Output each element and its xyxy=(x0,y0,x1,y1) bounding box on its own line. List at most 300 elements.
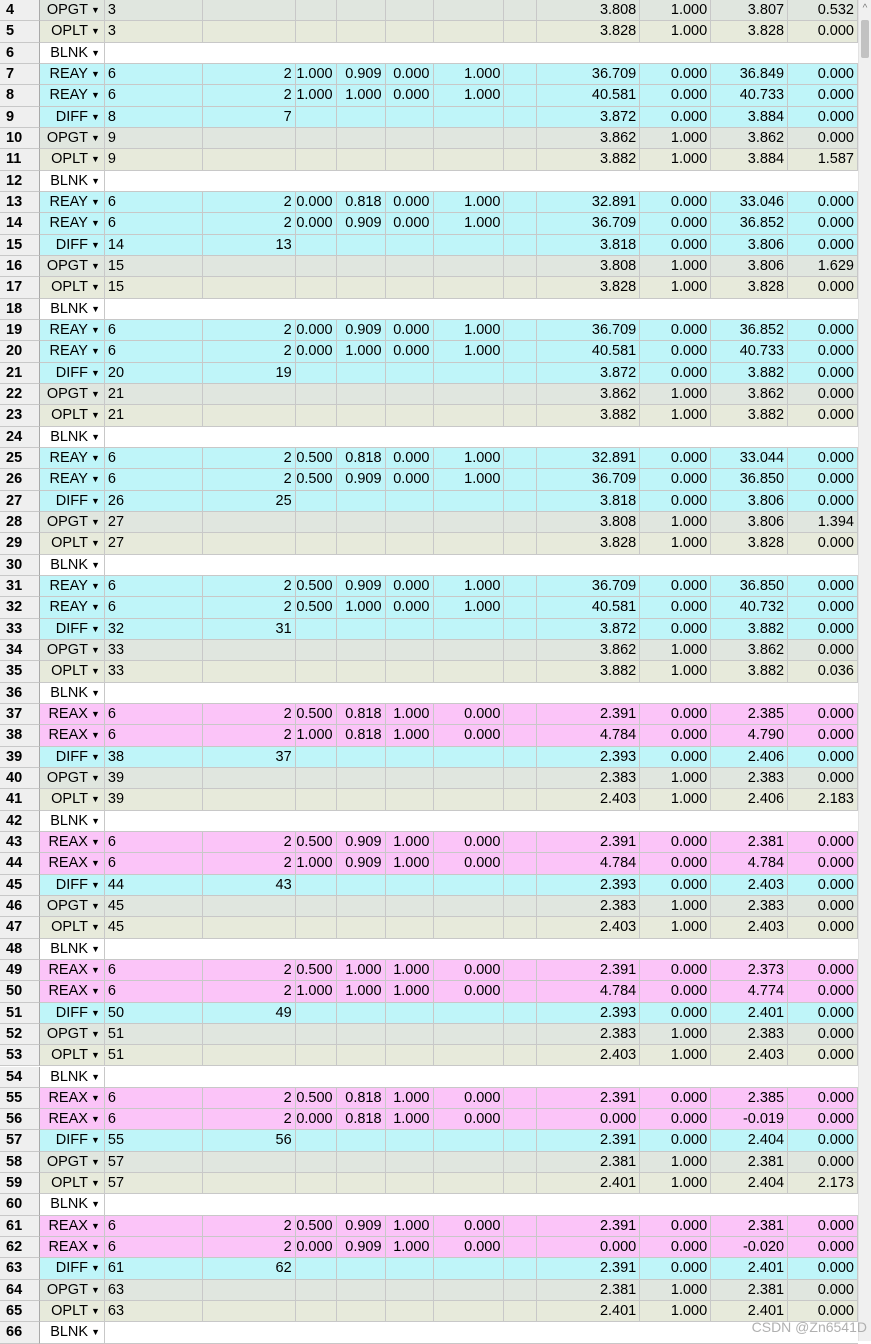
operand-contribution[interactable]: 0.000 xyxy=(788,704,858,725)
operand-param-py[interactable] xyxy=(434,768,505,789)
operand-param-int2[interactable] xyxy=(203,917,296,938)
operand-row[interactable] xyxy=(0,1301,858,1322)
dropdown-arrow-icon[interactable]: ▼ xyxy=(90,964,100,975)
operand-row[interactable] xyxy=(0,981,858,1002)
operand-param-hx[interactable]: 0.500 xyxy=(296,448,337,469)
operand-weight[interactable]: 0.000 xyxy=(640,619,711,640)
operand-target[interactable]: 2.383 xyxy=(537,896,640,917)
operand-contribution[interactable]: 0.000 xyxy=(788,533,858,554)
operand-param-px[interactable]: 0.000 xyxy=(386,192,434,213)
operand-value[interactable]: 33.044 xyxy=(711,448,788,469)
operand-type-select[interactable] xyxy=(40,384,105,405)
operand-row[interactable] xyxy=(0,235,858,256)
operand-weight[interactable]: 0.000 xyxy=(640,341,711,362)
operand-param-hx[interactable] xyxy=(296,619,337,640)
operand-param-int1[interactable]: 8 xyxy=(105,107,203,128)
operand-param-empty[interactable] xyxy=(504,128,537,149)
operand-param-hy[interactable]: 1.000 xyxy=(337,981,386,1002)
operand-value[interactable]: 36.850 xyxy=(711,469,788,490)
operand-param-hx[interactable] xyxy=(296,747,337,768)
operand-weight[interactable]: 0.000 xyxy=(640,725,711,746)
operand-param-py[interactable]: 1.000 xyxy=(434,469,505,490)
operand-weight[interactable]: 0.000 xyxy=(640,1109,711,1130)
operand-param-py[interactable] xyxy=(434,1045,505,1066)
operand-param-hy[interactable] xyxy=(337,1258,386,1279)
dropdown-arrow-icon[interactable]: ▼ xyxy=(90,1050,100,1061)
operand-param-hy[interactable] xyxy=(337,1045,386,1066)
dropdown-arrow-icon[interactable]: ▼ xyxy=(91,1071,100,1082)
operand-param-py[interactable]: 0.000 xyxy=(434,1216,505,1237)
operand-param-empty[interactable] xyxy=(504,1152,537,1173)
operand-param-int1[interactable]: 6 xyxy=(105,1109,203,1130)
operand-value[interactable]: 36.849 xyxy=(711,64,788,85)
operand-param-hx[interactable] xyxy=(296,1173,337,1194)
vertical-scrollbar[interactable] xyxy=(858,0,871,1341)
operand-row[interactable] xyxy=(0,213,858,234)
operand-target[interactable]: 0.000 xyxy=(537,1237,640,1258)
operand-param-int2[interactable] xyxy=(203,661,296,682)
operand-param-empty[interactable] xyxy=(504,491,537,512)
operand-param-int1[interactable]: 38 xyxy=(105,747,203,768)
row-number[interactable]: 11 xyxy=(0,149,40,170)
operand-target[interactable]: 32.891 xyxy=(537,192,640,213)
operand-type-select[interactable] xyxy=(40,853,105,874)
operand-contribution[interactable]: 0.000 xyxy=(788,107,858,128)
operand-param-int1[interactable]: 51 xyxy=(105,1045,203,1066)
dropdown-arrow-icon[interactable]: ▼ xyxy=(91,559,100,570)
operand-contribution[interactable]: 0.000 xyxy=(788,1045,858,1066)
operand-param-px[interactable] xyxy=(386,768,434,789)
operand-value[interactable]: 3.884 xyxy=(711,107,788,128)
operand-param-py[interactable] xyxy=(434,21,505,42)
operand-param-px[interactable] xyxy=(386,789,434,810)
operand-weight[interactable]: 1.000 xyxy=(640,640,711,661)
operand-param-px[interactable]: 0.000 xyxy=(386,469,434,490)
operand-param-empty[interactable] xyxy=(504,981,537,1002)
operand-param-px[interactable] xyxy=(386,1301,434,1322)
operand-contribution[interactable]: 0.000 xyxy=(788,85,858,106)
operand-param-empty[interactable] xyxy=(504,1258,537,1279)
operand-type-select[interactable] xyxy=(40,213,105,234)
operand-type-select[interactable] xyxy=(40,192,105,213)
operand-type-select[interactable] xyxy=(40,491,105,512)
operand-param-hy[interactable]: 1.000 xyxy=(337,960,386,981)
operand-param-int1[interactable]: 3 xyxy=(105,21,203,42)
row-number[interactable]: 34 xyxy=(0,640,40,661)
operand-weight[interactable]: 0.000 xyxy=(640,85,711,106)
operand-param-int2[interactable]: 2 xyxy=(203,85,296,106)
row-number[interactable]: 65 xyxy=(0,1301,40,1322)
operand-param-py[interactable]: 0.000 xyxy=(434,1088,505,1109)
operand-value[interactable]: 2.383 xyxy=(711,768,788,789)
operand-param-int1[interactable]: 50 xyxy=(105,1003,203,1024)
operand-target[interactable]: 3.872 xyxy=(537,619,640,640)
operand-param-int1[interactable]: 6 xyxy=(105,213,203,234)
operand-value[interactable]: 36.850 xyxy=(711,576,788,597)
operand-param-hy[interactable]: 0.818 xyxy=(337,704,386,725)
operand-param-hx[interactable] xyxy=(296,512,337,533)
operand-row[interactable] xyxy=(0,491,858,512)
operand-contribution[interactable]: 0.000 xyxy=(788,1301,858,1322)
operand-param-int1[interactable]: 20 xyxy=(105,363,203,384)
operand-param-px[interactable] xyxy=(386,1152,434,1173)
operand-weight[interactable]: 1.000 xyxy=(640,1024,711,1045)
operand-param-empty[interactable] xyxy=(504,149,537,170)
operand-param-hy[interactable] xyxy=(337,277,386,298)
dropdown-arrow-icon[interactable]: ▼ xyxy=(90,196,100,207)
operand-param-int1[interactable]: 45 xyxy=(105,917,203,938)
operand-target[interactable]: 3.808 xyxy=(537,256,640,277)
operand-param-empty[interactable] xyxy=(504,21,537,42)
operand-type-select[interactable] xyxy=(40,85,105,106)
operand-param-py[interactable]: 1.000 xyxy=(434,320,505,341)
operand-type-select[interactable] xyxy=(40,1045,105,1066)
operand-contribution[interactable]: 0.000 xyxy=(788,384,858,405)
operand-param-int1[interactable]: 6 xyxy=(105,341,203,362)
operand-param-hx[interactable] xyxy=(296,1280,337,1301)
operand-param-py[interactable] xyxy=(434,384,505,405)
operand-param-hx[interactable] xyxy=(296,1301,337,1322)
operand-row[interactable] xyxy=(0,1173,858,1194)
operand-param-px[interactable] xyxy=(386,661,434,682)
operand-type-select[interactable] xyxy=(40,896,105,917)
operand-param-hx[interactable]: 0.500 xyxy=(296,832,337,853)
operand-value[interactable]: 2.381 xyxy=(711,1280,788,1301)
operand-param-hy[interactable] xyxy=(337,1173,386,1194)
operand-param-int1[interactable]: 61 xyxy=(105,1258,203,1279)
operand-row[interactable] xyxy=(0,789,858,810)
operand-target[interactable]: 3.872 xyxy=(537,363,640,384)
operand-type-select[interactable] xyxy=(40,43,105,64)
operand-param-empty[interactable] xyxy=(504,875,537,896)
operand-param-int1[interactable]: 15 xyxy=(105,277,203,298)
operand-type-select[interactable] xyxy=(40,256,105,277)
operand-param-px[interactable] xyxy=(386,128,434,149)
operand-param-hx[interactable]: 0.500 xyxy=(296,704,337,725)
operand-param-int1[interactable]: 6 xyxy=(105,1216,203,1237)
operand-type-select[interactable] xyxy=(40,789,105,810)
operand-param-py[interactable]: 1.000 xyxy=(434,576,505,597)
operand-row[interactable] xyxy=(0,960,858,981)
operand-param-int2[interactable]: 2 xyxy=(203,448,296,469)
operand-param-int2[interactable] xyxy=(203,21,296,42)
operand-row[interactable] xyxy=(0,363,858,384)
row-number[interactable]: 35 xyxy=(0,661,40,682)
operand-value[interactable]: 3.862 xyxy=(711,384,788,405)
operand-row[interactable] xyxy=(0,725,858,746)
dropdown-arrow-icon[interactable]: ▼ xyxy=(90,1306,100,1317)
row-number[interactable]: 23 xyxy=(0,405,40,426)
operand-type-select[interactable] xyxy=(40,1109,105,1130)
operand-param-empty[interactable] xyxy=(504,1301,537,1322)
operand-row[interactable] xyxy=(0,320,858,341)
operand-param-hy[interactable] xyxy=(337,661,386,682)
operand-param-int2[interactable]: 2 xyxy=(203,213,296,234)
operand-weight[interactable]: 1.000 xyxy=(640,384,711,405)
operand-row[interactable] xyxy=(0,1003,858,1024)
operand-param-hy[interactable] xyxy=(337,491,386,512)
dropdown-arrow-icon[interactable]: ▼ xyxy=(90,794,100,805)
operand-param-int2[interactable]: 2 xyxy=(203,1216,296,1237)
operand-param-py[interactable] xyxy=(434,1301,505,1322)
operand-row[interactable] xyxy=(0,939,858,960)
operand-param-px[interactable]: 1.000 xyxy=(386,1109,434,1130)
operand-param-int2[interactable] xyxy=(203,640,296,661)
operand-type-select[interactable] xyxy=(40,533,105,554)
operand-row[interactable] xyxy=(0,256,858,277)
operand-contribution[interactable]: 0.000 xyxy=(788,747,858,768)
operand-param-px[interactable]: 0.000 xyxy=(386,64,434,85)
dropdown-arrow-icon[interactable]: ▼ xyxy=(90,260,100,271)
operand-param-int1[interactable]: 14 xyxy=(105,235,203,256)
operand-row[interactable] xyxy=(0,1216,858,1237)
operand-param-empty[interactable] xyxy=(504,597,537,618)
operand-param-hy[interactable]: 0.818 xyxy=(337,192,386,213)
operand-param-py[interactable] xyxy=(434,1173,505,1194)
row-number[interactable]: 37 xyxy=(0,704,40,725)
operand-param-int2[interactable] xyxy=(203,533,296,554)
operand-param-hx[interactable] xyxy=(296,1130,337,1151)
operand-param-hx[interactable] xyxy=(296,128,337,149)
operand-param-px[interactable]: 1.000 xyxy=(386,1088,434,1109)
operand-param-int1[interactable]: 9 xyxy=(105,128,203,149)
operand-type-select[interactable] xyxy=(40,917,105,938)
operand-param-int1[interactable]: 15 xyxy=(105,256,203,277)
operand-type-select[interactable] xyxy=(40,939,105,960)
operand-contribution[interactable]: 0.000 xyxy=(788,363,858,384)
operand-target[interactable]: 40.581 xyxy=(537,341,640,362)
operand-target[interactable]: 32.891 xyxy=(537,448,640,469)
operand-weight[interactable]: 0.000 xyxy=(640,469,711,490)
dropdown-arrow-icon[interactable]: ▼ xyxy=(90,1135,100,1146)
operand-param-px[interactable] xyxy=(386,747,434,768)
row-number[interactable]: 9 xyxy=(0,107,40,128)
operand-contribution[interactable]: 0.000 xyxy=(788,277,858,298)
dropdown-arrow-icon[interactable]: ▼ xyxy=(90,772,100,783)
operand-param-int1[interactable]: 45 xyxy=(105,896,203,917)
operand-param-int1[interactable]: 57 xyxy=(105,1152,203,1173)
operand-param-int1[interactable]: 6 xyxy=(105,597,203,618)
operand-row[interactable] xyxy=(0,85,858,106)
dropdown-arrow-icon[interactable]: ▼ xyxy=(90,367,100,378)
operand-row[interactable] xyxy=(0,1130,858,1151)
row-number[interactable]: 26 xyxy=(0,469,40,490)
operand-param-py[interactable]: 1.000 xyxy=(434,213,505,234)
operand-param-empty[interactable] xyxy=(504,725,537,746)
operand-param-py[interactable] xyxy=(434,128,505,149)
operand-row[interactable] xyxy=(0,811,858,832)
operand-contribution[interactable]: 0.000 xyxy=(788,448,858,469)
operand-type-select[interactable] xyxy=(40,1152,105,1173)
operand-param-px[interactable] xyxy=(386,21,434,42)
operand-param-py[interactable] xyxy=(434,1258,505,1279)
operand-contribution[interactable]: 0.000 xyxy=(788,64,858,85)
operand-weight[interactable]: 0.000 xyxy=(640,832,711,853)
operand-param-empty[interactable] xyxy=(504,960,537,981)
operand-param-hx[interactable]: 0.500 xyxy=(296,1088,337,1109)
operand-param-hy[interactable]: 0.909 xyxy=(337,1216,386,1237)
operand-type-select[interactable] xyxy=(40,1280,105,1301)
operand-param-py[interactable]: 1.000 xyxy=(434,597,505,618)
operand-param-empty[interactable] xyxy=(504,533,537,554)
dropdown-arrow-icon[interactable]: ▼ xyxy=(90,324,100,335)
row-number[interactable]: 38 xyxy=(0,725,40,746)
operand-param-hy[interactable]: 0.909 xyxy=(337,832,386,853)
dropdown-arrow-icon[interactable]: ▼ xyxy=(90,282,100,293)
operand-param-py[interactable] xyxy=(434,1152,505,1173)
operand-value[interactable]: 3.828 xyxy=(711,277,788,298)
operand-row[interactable] xyxy=(0,832,858,853)
dropdown-arrow-icon[interactable]: ▼ xyxy=(90,1284,100,1295)
operand-param-empty[interactable] xyxy=(504,619,537,640)
operand-param-empty[interactable] xyxy=(504,1088,537,1109)
operand-param-empty[interactable] xyxy=(504,704,537,725)
operand-param-px[interactable] xyxy=(386,1173,434,1194)
operand-row[interactable] xyxy=(0,448,858,469)
operand-value[interactable]: 2.401 xyxy=(711,1301,788,1322)
row-number[interactable]: 43 xyxy=(0,832,40,853)
operand-type-select[interactable] xyxy=(40,768,105,789)
operand-contribution[interactable]: 0.000 xyxy=(788,341,858,362)
dropdown-arrow-icon[interactable]: ▼ xyxy=(91,431,100,442)
row-number[interactable]: 42 xyxy=(0,811,40,832)
row-number[interactable]: 63 xyxy=(0,1258,40,1279)
dropdown-arrow-icon[interactable]: ▼ xyxy=(90,1028,100,1039)
operand-contribution[interactable]: 0.000 xyxy=(788,491,858,512)
operand-value[interactable]: 4.774 xyxy=(711,981,788,1002)
operand-param-px[interactable]: 0.000 xyxy=(386,576,434,597)
operand-param-py[interactable] xyxy=(434,277,505,298)
dropdown-arrow-icon[interactable]: ▼ xyxy=(90,1242,100,1253)
operand-param-px[interactable] xyxy=(386,875,434,896)
row-number[interactable]: 41 xyxy=(0,789,40,810)
operand-param-py[interactable] xyxy=(434,0,505,21)
row-number[interactable]: 66 xyxy=(0,1322,40,1343)
operand-param-hx[interactable] xyxy=(296,640,337,661)
operand-param-px[interactable]: 0.000 xyxy=(386,448,434,469)
operand-value[interactable]: 3.806 xyxy=(711,491,788,512)
dropdown-arrow-icon[interactable]: ▼ xyxy=(90,623,100,634)
operand-param-int1[interactable]: 32 xyxy=(105,619,203,640)
row-number[interactable]: 49 xyxy=(0,960,40,981)
operand-param-px[interactable] xyxy=(386,1045,434,1066)
operand-type-select[interactable] xyxy=(40,661,105,682)
operand-param-hy[interactable] xyxy=(337,235,386,256)
dropdown-arrow-icon[interactable]: ▼ xyxy=(90,5,100,15)
operand-param-int2[interactable]: 2 xyxy=(203,960,296,981)
operand-target[interactable]: 2.401 xyxy=(537,1301,640,1322)
operand-row[interactable] xyxy=(0,619,858,640)
row-number[interactable]: 28 xyxy=(0,512,40,533)
operand-param-hx[interactable]: 1.000 xyxy=(296,64,337,85)
operand-param-py[interactable] xyxy=(434,875,505,896)
row-number[interactable]: 16 xyxy=(0,256,40,277)
operand-param-px[interactable] xyxy=(386,149,434,170)
operand-row[interactable] xyxy=(0,896,858,917)
operand-type-select[interactable] xyxy=(40,683,105,704)
operand-target[interactable]: 2.403 xyxy=(537,917,640,938)
operand-param-empty[interactable] xyxy=(504,107,537,128)
operand-param-int1[interactable]: 6 xyxy=(105,853,203,874)
operand-param-hy[interactable] xyxy=(337,256,386,277)
operand-target[interactable]: 3.882 xyxy=(537,405,640,426)
operand-param-px[interactable] xyxy=(386,640,434,661)
operand-weight[interactable]: 0.000 xyxy=(640,64,711,85)
operand-param-int1[interactable]: 26 xyxy=(105,491,203,512)
operand-param-hx[interactable]: 0.000 xyxy=(296,341,337,362)
operand-type-select[interactable] xyxy=(40,405,105,426)
operand-target[interactable]: 0.000 xyxy=(537,1109,640,1130)
operand-param-int2[interactable] xyxy=(203,768,296,789)
operand-param-int1[interactable]: 6 xyxy=(105,320,203,341)
dropdown-arrow-icon[interactable]: ▼ xyxy=(90,132,100,143)
operand-param-empty[interactable] xyxy=(504,192,537,213)
row-number[interactable]: 13 xyxy=(0,192,40,213)
operand-contribution[interactable]: 0.000 xyxy=(788,640,858,661)
operand-param-py[interactable]: 0.000 xyxy=(434,725,505,746)
operand-weight[interactable]: 0.000 xyxy=(640,704,711,725)
row-number[interactable]: 4 xyxy=(0,0,40,21)
operand-param-empty[interactable] xyxy=(504,1109,537,1130)
operand-param-py[interactable] xyxy=(434,619,505,640)
operand-param-py[interactable] xyxy=(434,363,505,384)
operand-row[interactable] xyxy=(0,1024,858,1045)
operand-param-int1[interactable]: 63 xyxy=(105,1280,203,1301)
dropdown-arrow-icon[interactable]: ▼ xyxy=(90,580,100,591)
operand-param-hy[interactable] xyxy=(337,896,386,917)
operand-param-py[interactable] xyxy=(434,896,505,917)
row-number[interactable]: 8 xyxy=(0,85,40,106)
operand-param-py[interactable] xyxy=(434,107,505,128)
operand-param-int1[interactable]: 44 xyxy=(105,875,203,896)
operand-param-py[interactable] xyxy=(434,256,505,277)
operand-param-py[interactable]: 1.000 xyxy=(434,192,505,213)
operand-value[interactable]: 40.732 xyxy=(711,597,788,618)
operand-target[interactable]: 3.862 xyxy=(537,640,640,661)
row-number[interactable]: 31 xyxy=(0,576,40,597)
operand-contribution[interactable]: 0.000 xyxy=(788,405,858,426)
operand-param-py[interactable] xyxy=(434,235,505,256)
operand-param-empty[interactable] xyxy=(504,1003,537,1024)
operand-row[interactable] xyxy=(0,661,858,682)
operand-value[interactable]: 3.807 xyxy=(711,0,788,21)
operand-row[interactable] xyxy=(0,1152,858,1173)
row-number[interactable]: 55 xyxy=(0,1088,40,1109)
operand-param-int2[interactable]: 2 xyxy=(203,1109,296,1130)
operand-type-select[interactable] xyxy=(40,171,105,192)
operand-param-int2[interactable] xyxy=(203,384,296,405)
operand-param-px[interactable]: 1.000 xyxy=(386,832,434,853)
operand-param-hx[interactable]: 0.500 xyxy=(296,576,337,597)
row-number[interactable]: 24 xyxy=(0,427,40,448)
operand-target[interactable]: 2.393 xyxy=(537,747,640,768)
operand-param-int2[interactable]: 2 xyxy=(203,597,296,618)
operand-param-empty[interactable] xyxy=(504,896,537,917)
operand-value[interactable]: 33.046 xyxy=(711,192,788,213)
dropdown-arrow-icon[interactable]: ▼ xyxy=(90,154,100,165)
operand-target[interactable]: 3.808 xyxy=(537,512,640,533)
operand-param-py[interactable] xyxy=(434,661,505,682)
operand-param-int2[interactable]: 2 xyxy=(203,341,296,362)
operand-row[interactable] xyxy=(0,469,858,490)
row-number[interactable]: 17 xyxy=(0,277,40,298)
operand-param-int2[interactable]: 2 xyxy=(203,832,296,853)
operand-param-int2[interactable] xyxy=(203,1024,296,1045)
operand-row[interactable] xyxy=(0,875,858,896)
operand-param-py[interactable] xyxy=(434,533,505,554)
operand-type-select[interactable] xyxy=(40,320,105,341)
operand-param-px[interactable] xyxy=(386,1280,434,1301)
